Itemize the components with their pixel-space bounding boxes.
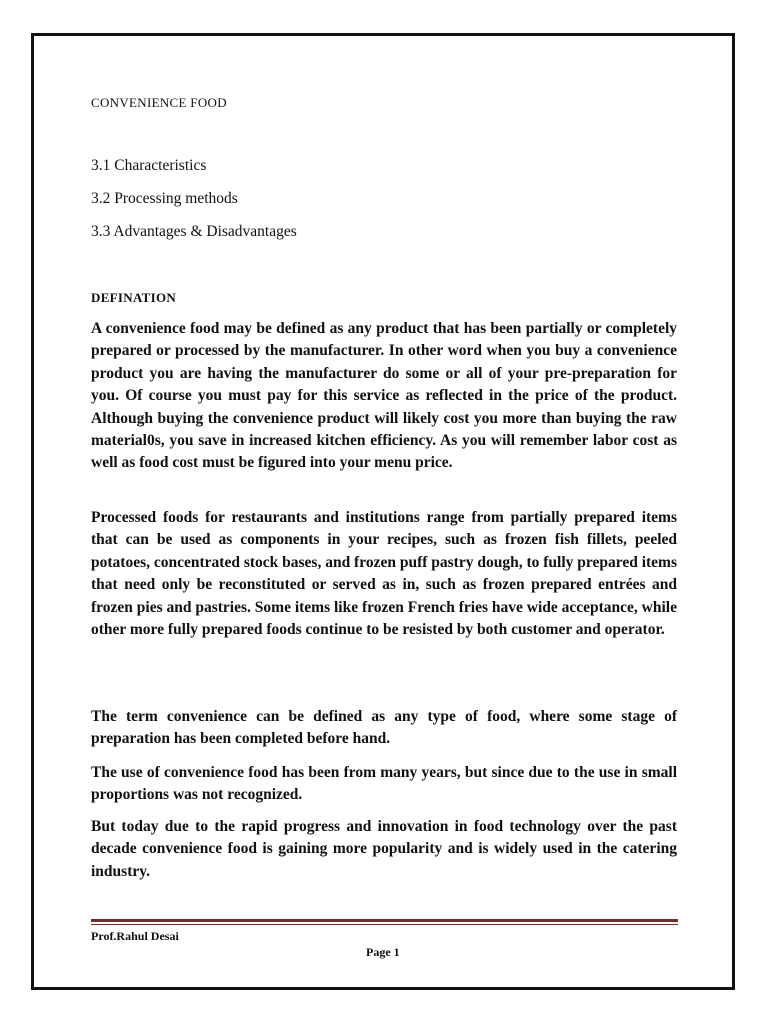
toc-item: 3.3 Advantages & Disadvantages: [91, 223, 297, 240]
paragraph-history: The use of convenience food has been from many years, but since due to the use in small proportions was not recognized.: [91, 764, 677, 804]
toc-item: 3.2 Processing methods: [91, 190, 238, 207]
footer-author: Prof.Rahul Desai: [91, 929, 179, 943]
paragraph-today: But today due to the rapid progress and innovation in food technology over the past decade convenience food is gaining more popularity and is widely used in the catering industry.: [91, 818, 677, 880]
table-of-contents: [91, 156, 297, 255]
paragraph-processed-foods: Processed foods for restaurants and institutions range from partially prepared items that can be used as components in your recipes, such as frozen fish fillets, peeled potatoes, concentrated stock bases, and frozen puff pastry dough, to fully prepared items that need only be reconstituted or served as in, such as frozen prepared entrées and frozen pies and pastries. Some items like frozen French fries have wide acceptance, while other more fully prepared foods continue to be resisted by both customer and operator.: [91, 509, 677, 639]
page-number: Page 1: [366, 945, 400, 959]
footer-rule-thin: [91, 924, 678, 925]
toc-item: 3.1 Characteristics: [91, 157, 207, 174]
paragraph-definition: A convenience food may be defined as any product that has been partially or completely prepared or processed by the manufacturer. In other word when you buy a convenience product you are having the manufacturer do some or all of your pre-preparation for you. Of course you must pay for this service as reflected in the price of the product. Although buying the convenience product will likely cost you more than buying the raw material0s, you save in increased kitchen efficiency. As you will remember labor cost as well as food cost must be figured into your menu price.: [91, 320, 677, 472]
section-heading: DEFINATION: [91, 290, 177, 305]
paragraph-term: The term convenience can be defined as any type of food, where some stage of preparation has been completed before hand.: [91, 708, 677, 748]
document-title: CONVENIENCE FOOD: [91, 95, 227, 110]
footer-rule: [91, 919, 678, 922]
